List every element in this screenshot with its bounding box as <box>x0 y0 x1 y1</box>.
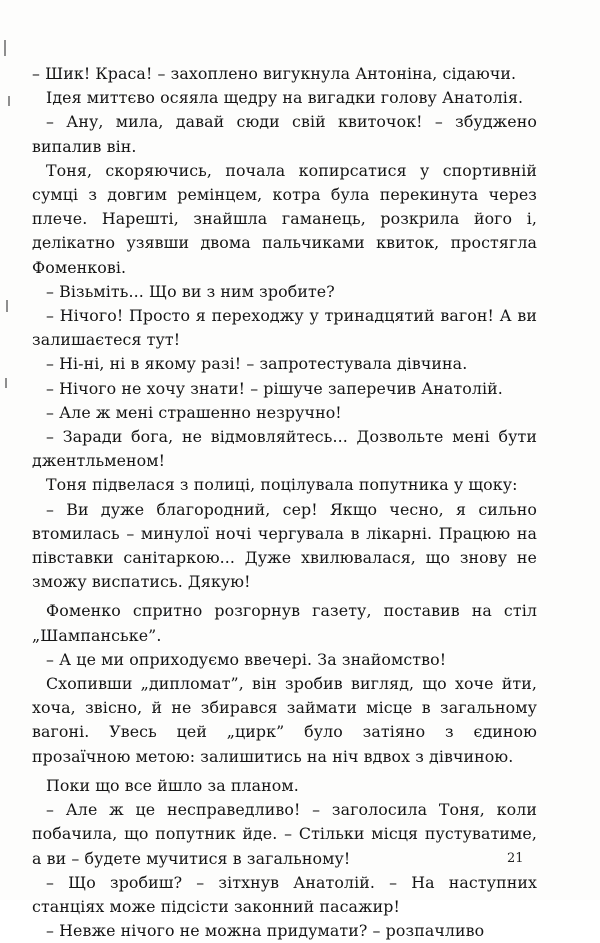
page-number: 21 <box>507 851 524 866</box>
paragraph: Тоня підвелася з полиці, поцілувала попутника у щоку: <box>46 475 518 495</box>
paragraph: Ідея миттєво осяяла щедру на вигадки голову Анатолія. <box>46 88 524 108</box>
paragraph: – Ви дуже благородний, сер! Якщо чесно, я сильно втомилась – минулої ночі чергувала в лікарні. Працюю на півставки санітаркою... Дуже хвилювалася, що знову не зможу виспатись. Дякую! <box>32 499 537 592</box>
body-text <box>32 62 537 943</box>
paragraph: – А це ми оприходуємо ввечері. За знайомство! <box>46 649 447 669</box>
paragraph: – Нічого! Просто я переходжу у тринадцятий вагон! А ви залишаєтеся тут! <box>32 306 537 350</box>
paragraph: – Нічого не хочу знати! – рішуче заперечив Анатолій. <box>46 378 503 398</box>
paragraph: – Візьміть... Що ви з ним зробите? <box>46 281 335 301</box>
paragraph: – Невже нічого не можна придумати? – розпачливо <box>46 921 485 941</box>
paragraph: – Заради бога, не відмовляйтесь... Дозвольте мені бути джентльменом! <box>32 427 537 471</box>
paragraph: – Що зробиш? – зітхнув Анатолій. – На наступних станціях може підсісти законний пасажир! <box>32 872 537 916</box>
margin-scan-mark <box>5 378 7 388</box>
paragraph: – Але ж мені страшенно незручно! <box>46 402 342 422</box>
paragraph: Тоня, скоряючись, почала копирсатися у спортивній сумці з довгим ремінцем, котра була перекинута через плече. Нарешті, знайшла гаманець, розкрила його і, делікатно узявши двома пальчиками квиток, простягла Фоменкові. <box>32 160 537 277</box>
paragraph: Схопивши „дипломат”, він зробив вигляд, що хоче йти, хоча, звісно, й не збирався займати місце в загальному вагоні. Увесь цей „цирк” було затіяно з єдиною прозаїчною метою: залишитись на ніч вдвох з дівчиною. <box>32 674 537 766</box>
paragraph: – Але ж це несправедливо! – заголосила Тоня, коли побачила, що попутник йде. – Стільки місця пустуватиме, а ви – будете мучитися в загальному! <box>32 800 537 868</box>
paragraph: – Ану, мила, давай сюди свій квиточок! – збуджено випалив він. <box>32 112 537 156</box>
paragraph: Поки що все йшло за планом. <box>46 775 299 795</box>
margin-scan-mark <box>4 40 6 56</box>
margin-scan-mark <box>6 300 8 312</box>
paragraph: – Ні-ні, ні в якому разі! – запротестувала дівчина. <box>46 354 468 374</box>
paragraph: Фоменко спритно розгорнув газету, поставив на стіл „Шампанське”. <box>32 601 537 645</box>
margin-scan-mark <box>8 96 10 106</box>
paragraph: – Шик! Краса! – захоплено вигукнула Антоніна, сідаючи. <box>32 64 517 83</box>
